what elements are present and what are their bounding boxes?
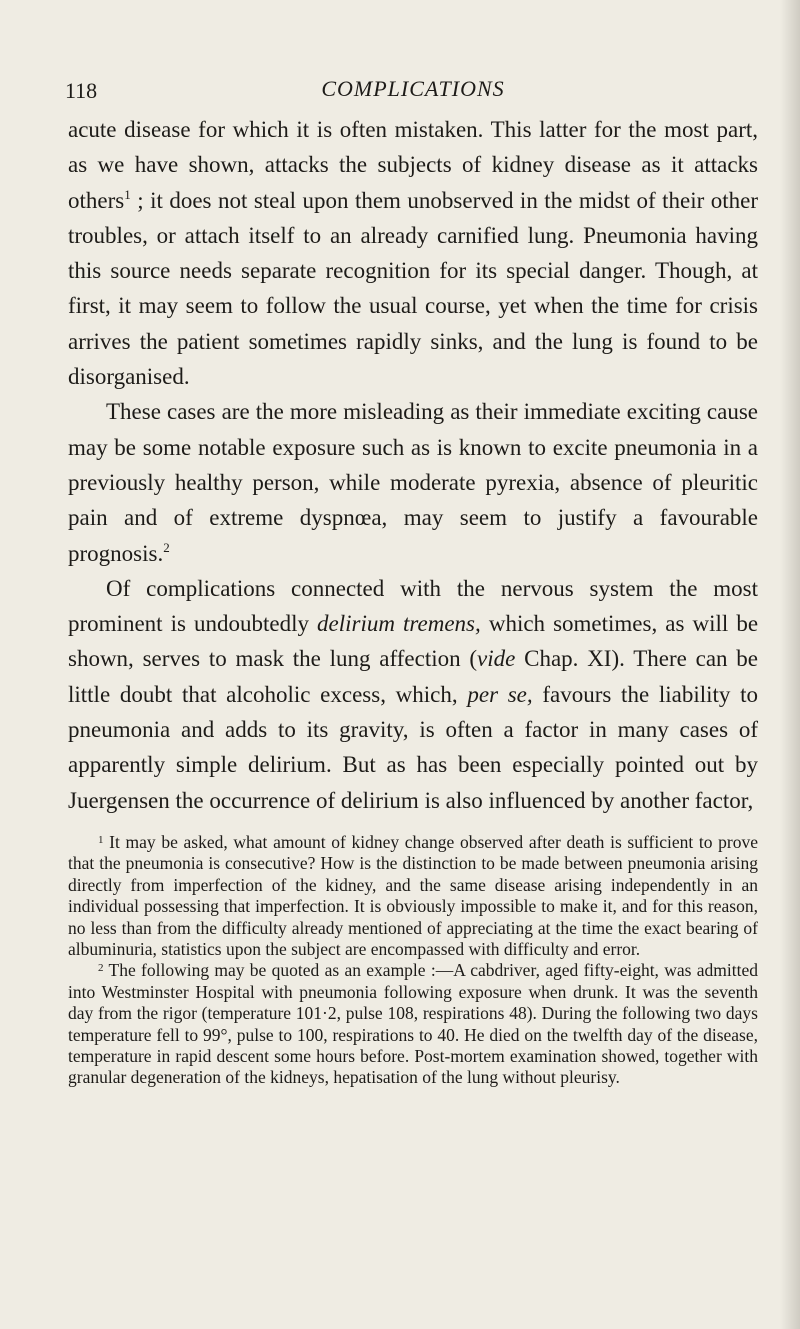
paragraph-3-text-c: Chap. XI). There can be little doubt that alcoholic excess, which,	[68, 646, 758, 707]
paragraph-3-text-a: Of complications connected with the nervous system the most prominent is undoubtedly	[68, 575, 758, 637]
vide-term: vide	[477, 646, 516, 672]
book-page	[65, 70, 759, 1089]
paragraph-3-text-b: which sometimes, as will be shown, serves to mask the lung affection (	[68, 611, 759, 672]
paragraph-3	[68, 571, 758, 818]
footnote-2	[68, 960, 758, 1088]
paragraph-2	[68, 394, 758, 570]
paragraph-1-text-a: acute disease for which it is often mistaken. This latter for the most part, as we have shown, attacks the subjects of kidney disease as it attacks others	[68, 117, 758, 213]
footnote-2-text: The following may be quoted as an example :—A cabdriver, aged fifty-eight, was admitted into Westminster Hospital with pneumonia following exposure when drunk. It was the seventh day from the rigor (temperature 101·2, pulse 108, respirations 48). During the following two days temperature fell to 99°, pulse to 100, respirations to 40. He died on the twelfth day of the disease, temperature in rapid descent some hours before. Post-mortem examination showed, together with granular degeneration of the kidneys, hepatisation of the lung without pleurisy.	[68, 960, 758, 1088]
paragraph-2-text: These cases are the more misleading as their immediate exciting cause may be some notable exposure such as is known to excite pneumonia in a previously healthy person, while moderate pyrexia, absence of pleuritic pain and of extreme dyspnœa, may seem to justify a favourable prognosis.	[68, 399, 758, 566]
footnotes	[68, 832, 758, 1089]
paragraph-3-text-d: favours the liability to pneumonia and adds to its gravity, is often a factor in many cases of apparently simple delirium. But as has been especially pointed out by Juergensen the occurrence of delirium is also influenced by another factor,	[68, 681, 759, 813]
footnote-2-mark: 2	[98, 962, 104, 975]
main-text	[68, 112, 758, 818]
footnote-1-mark: 1	[98, 833, 104, 846]
paragraph-1	[68, 112, 758, 394]
footnote-1-text: It may be asked, what amount of kidney change observed after death is sufficient to prove that the pneumonia is consecutive? How is the distinction to be made between pneumonia arising directly from imperfection of the kidney, and the same disease arising independently in an individual possessing that imperfection. It is obviously impossible to make it, and for this reason, no less than from the difficulty already mentioned of appreciating at the time the exact bearing of albuminuria, statistics upon the subject are encompassed with difficulty and error.	[68, 831, 758, 959]
running-head: COMPLICATIONS	[321, 76, 505, 101]
per-se-term: per se,	[467, 681, 533, 707]
footnote-ref-2: 2	[163, 539, 170, 555]
page-header	[65, 70, 758, 104]
page-edge-shadow	[780, 0, 800, 1329]
footnote-ref-1: 1	[124, 186, 131, 202]
paragraph-1-text-b: ; it does not steal upon them unobserved in the midst of their other troubles, or attach itself to an already carnified lung. Pneumonia having this source needs separate recognition for its special danger. Though, at first, it may seem to follow the usual course, yet when the time for crisis arrives the patient sometimes rapidly sinks, and the lung is found to be disorganised.	[68, 187, 759, 390]
footnote-1	[68, 832, 758, 960]
page-number: 118	[65, 78, 98, 103]
delirium-tremens-term: delirium tremens,	[317, 611, 481, 637]
